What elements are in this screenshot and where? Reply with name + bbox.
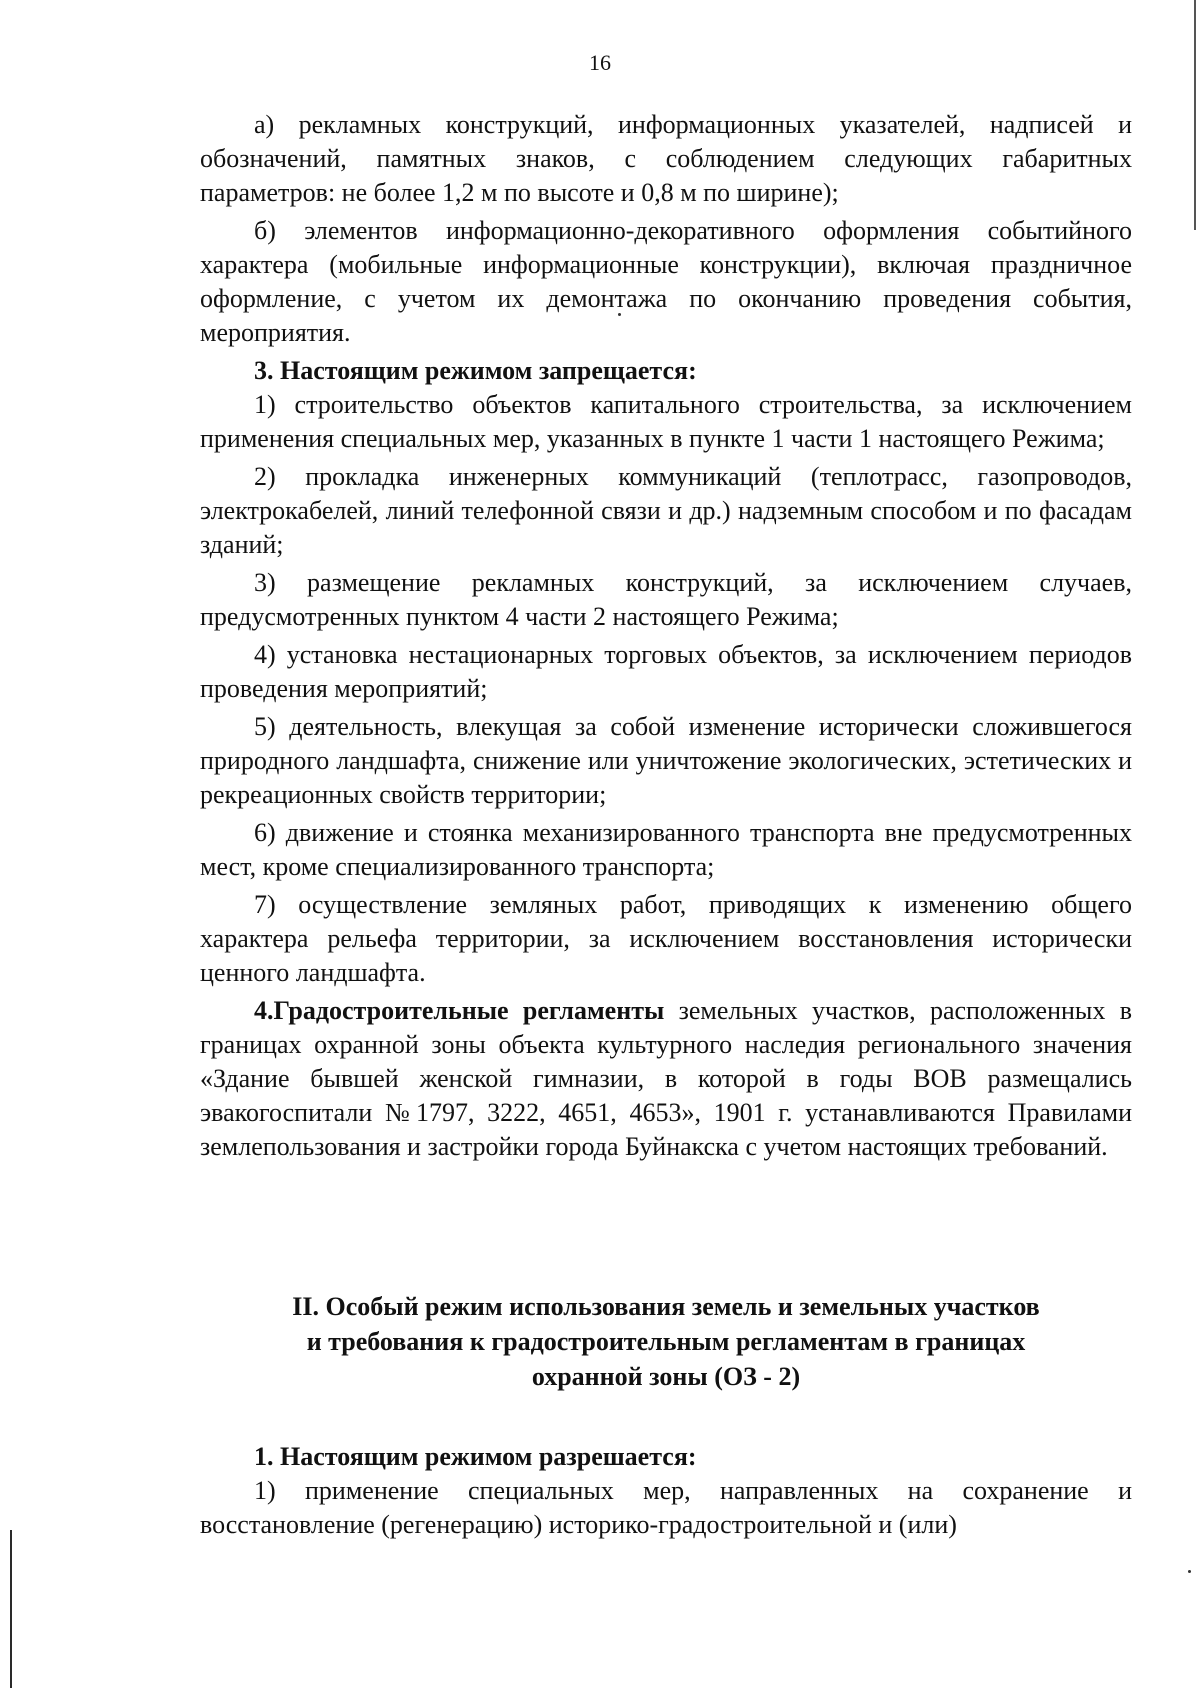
prohibition-item-4: 4) установка нестационарных торговых объектов, за исключением периодов проведения мероприятий;	[200, 640, 1132, 703]
document-body-top	[200, 108, 1132, 1164]
clause-4-lead: 4.Градостроительные регламенты	[254, 996, 665, 1025]
document-body-bottom	[200, 1440, 1132, 1542]
scan-speck	[1188, 1570, 1191, 1573]
section-heading-line-1: II. Особый режим использования земель и земельных участков	[292, 1292, 1040, 1321]
clause-4-reglaments	[200, 994, 1132, 1164]
section-heading-line-2: и требования к градостроительным регламентам в границах	[306, 1327, 1026, 1356]
scan-speck	[618, 313, 621, 316]
prohibition-item-7: 7) осуществление земляных работ, приводящих к изменению общего характера рельефа территории, за исключением восстановления исторически ценного ландшафта.	[200, 890, 1132, 987]
prohibition-item-2: 2) прокладка инженерных коммуникаций (теплотрасс, газопроводов, электрокабелей, линий телефонной связи и др.) надземным способом и по фасадам зданий;	[200, 462, 1132, 559]
paragraph-item-b: б) элементов информационно-декоративного оформления событийного характера (мобильные информационные конструкции), включая праздничное оформление, с учетом их демонтажа по окончанию проведения события, мероприятия.	[200, 216, 1132, 347]
prohibition-item-3: 3) размещение рекламных конструкций, за исключением случаев, предусмотренных пунктом 4 части 2 настоящего Режима;	[200, 568, 1132, 631]
prohibition-item-1: 1) строительство объектов капитального строительства, за исключением применения специальных мер, указанных в пункте 1 части 1 настоящего Режима;	[200, 390, 1132, 453]
permission-item-1: 1) применение специальных мер, направленных на сохранение и восстановление (регенерацию) историко-градостроительной и (или)	[200, 1476, 1132, 1539]
section-ii-heading	[200, 1289, 1132, 1394]
prohibition-item-6: 6) движение и стоянка механизированного транспорта вне предусмотренных мест, кроме специализированного транспорта;	[200, 818, 1132, 881]
scan-margin-line-left	[10, 1530, 12, 1688]
section-heading-line-3: охранной зоны (ОЗ - 2)	[531, 1362, 801, 1391]
clause-4-body: земельных участков, расположенных в границах охранной зоны объекта культурного наследия регионального значения «Здание бывшей женской гимназии, в которой в годы ВОВ размещались эвакогоспитали №1797, 3222, 4651, 4653», 1901 г. устанавливаются Правилами землепользования и застройки города Буйнакска с учетом настоящих требований.	[200, 996, 1132, 1161]
clause-3-heading: 3. Настоящим режимом запрещается:	[254, 356, 697, 385]
paragraph-item-a: а) рекламных конструкций, информационных указателей, надписей и обозначений, памятных знаков, с соблюдением следующих габаритных параметров: не более 1,2 м по высоте и 0,8 м по ширине);	[200, 110, 1132, 207]
scan-margin-line-right	[1194, 0, 1196, 230]
clause-1-heading: 1. Настоящим режимом разрешается:	[254, 1442, 697, 1471]
prohibition-item-5: 5) деятельность, влекущая за собой изменение исторически сложившегося природного ландшафта, снижение или уничтожение экологических, эстетических и рекреационных свойств территории;	[200, 712, 1132, 809]
page-number: 16	[589, 50, 611, 75]
